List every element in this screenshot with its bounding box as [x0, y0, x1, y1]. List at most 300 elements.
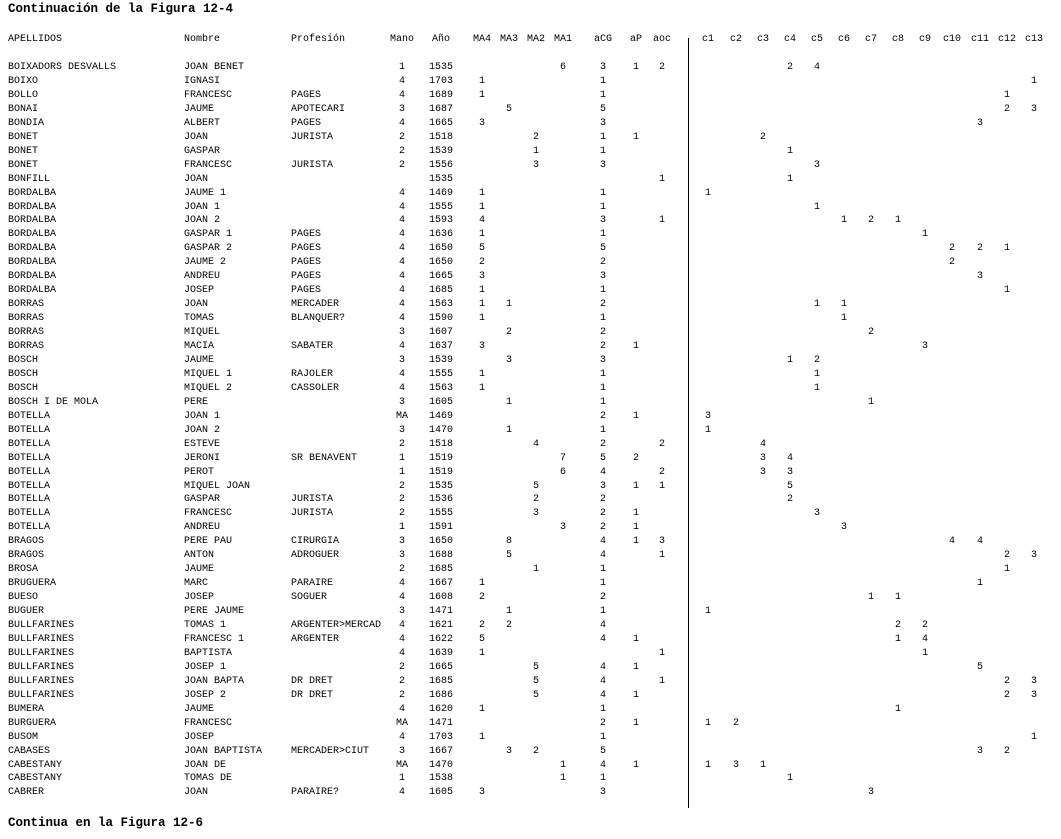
- cell-profesi-n: CASSOLER: [291, 382, 340, 394]
- header-ma2: MA2: [526, 34, 545, 45]
- cell-nombre: JAUME 1: [184, 187, 227, 199]
- cell-profesi-n: MERCADER: [291, 299, 340, 311]
- cell-acg: 1: [599, 187, 606, 199]
- cell-mano: 4: [398, 229, 405, 241]
- cell-nombre: JERONI: [184, 452, 221, 464]
- cell-a-o: 1593: [428, 215, 453, 227]
- cell-a-o: 1689: [428, 89, 453, 101]
- cell-profesi-n: PAGES: [291, 243, 322, 255]
- cell-mano: 4: [398, 257, 405, 269]
- cell-c6: 1: [840, 215, 847, 227]
- cell-c8: 1: [894, 633, 901, 645]
- cell-c4: 4: [786, 452, 793, 464]
- cell-ma4: 1: [478, 368, 485, 380]
- cell-ma4: 1: [478, 731, 485, 743]
- cell-a-o: 1607: [428, 327, 453, 339]
- cell-c1: 1: [704, 606, 711, 617]
- cell-ap: 1: [632, 522, 639, 534]
- cell-a-o: 1518: [428, 438, 453, 450]
- cell-mano: 1: [398, 466, 405, 478]
- cell-a-o: 1555: [428, 508, 453, 520]
- cell-mano: 3: [398, 354, 405, 366]
- cell-ma3: 2: [505, 327, 512, 339]
- cell-apellidos: BOSCH: [8, 382, 39, 394]
- cell-ma4: 1: [478, 229, 485, 241]
- cell-aoc: 1: [658, 173, 665, 185]
- cell-c7: 1: [867, 396, 874, 408]
- cell-a-o: 1469: [428, 187, 453, 199]
- cell-apellidos: BUSOM: [8, 731, 39, 743]
- cell-mano: 2: [398, 494, 405, 506]
- cell-ma2: 1: [532, 564, 539, 576]
- cell-apellidos: CABASES: [8, 745, 51, 757]
- cell-ma4: 3: [478, 271, 485, 283]
- cell-ma4: 1: [478, 187, 485, 199]
- cell-ma2: 1: [532, 145, 539, 157]
- cell-ma1: 3: [559, 522, 566, 534]
- cell-ma4: 1: [478, 89, 485, 101]
- cell-a-o: 1703: [428, 76, 453, 87]
- header-ma3: MA3: [499, 34, 518, 45]
- cell-mano: 2: [398, 159, 405, 171]
- cell-a-o: 1667: [428, 745, 453, 757]
- cell-acg: 2: [599, 341, 606, 352]
- cell-mano: 2: [398, 145, 405, 157]
- cell-ap: 1: [632, 759, 639, 771]
- cell-nombre: ESTEVE: [184, 438, 221, 450]
- cell-a-o: 1685: [428, 675, 453, 687]
- cell-mano: 4: [398, 76, 405, 87]
- cell-acg: 4: [599, 620, 606, 631]
- cell-acg: 1: [599, 382, 606, 394]
- cell-a-o: 1639: [428, 647, 453, 659]
- cell-apellidos: BORDALBA: [8, 201, 57, 213]
- cell-nombre: GASPAR: [184, 145, 221, 157]
- cell-c11: 3: [976, 117, 983, 129]
- cell-ma4: 1: [478, 313, 485, 325]
- cell-acg: 2: [599, 592, 606, 604]
- cell-acg: 1: [599, 145, 606, 157]
- cell-mano: MA: [395, 759, 408, 771]
- cell-ap: 1: [632, 717, 639, 729]
- cell-mano: MA: [395, 717, 408, 729]
- cell-mano: 2: [398, 689, 405, 701]
- header-c9: c9: [918, 34, 931, 45]
- cell-a-o: 1519: [428, 452, 453, 464]
- cell-nombre: JAUME 2: [184, 257, 227, 269]
- cell-nombre: JOAN: [184, 131, 209, 143]
- header-apellidos: APELLIDOS: [8, 34, 63, 45]
- cell-apellidos: BROSA: [8, 564, 39, 576]
- cell-a-o: 1622: [428, 633, 453, 645]
- cell-c9: 1: [921, 647, 928, 659]
- cell-a-o: 1686: [428, 689, 453, 701]
- cell-mano: 4: [398, 368, 405, 380]
- cell-mano: 4: [398, 787, 405, 799]
- cell-c11: 3: [976, 271, 983, 283]
- cell-a-o: 1535: [428, 480, 453, 492]
- cell-a-o: 1535: [428, 62, 453, 73]
- cell-apellidos: BULLFARINES: [8, 620, 75, 631]
- header-c8: c8: [891, 34, 904, 45]
- cell-acg: 4: [599, 550, 606, 562]
- cell-apellidos: BULLFARINES: [8, 689, 75, 701]
- cell-nombre: GASPAR 2: [184, 243, 233, 255]
- cell-mano: 2: [398, 131, 405, 143]
- cell-a-o: 1563: [428, 382, 453, 394]
- cell-nombre: TOMAS DE: [184, 773, 233, 785]
- cell-profesi-n: PARAIRE: [291, 578, 334, 590]
- header-c1: c1: [701, 34, 714, 45]
- cell-a-o: 1470: [428, 759, 453, 771]
- cell-c3: 2: [759, 131, 766, 143]
- cell-a-o: 1555: [428, 368, 453, 380]
- cell-a-o: 1637: [428, 341, 453, 352]
- cell-mano: 3: [398, 424, 405, 436]
- cell-ap: 1: [632, 480, 639, 492]
- cell-nombre: MIQUEL JOAN: [184, 480, 251, 492]
- cell-nombre: ANTON: [184, 550, 215, 562]
- cell-mano: 4: [398, 89, 405, 101]
- cell-profesi-n: APOTECARI: [291, 103, 346, 115]
- cell-c1: 1: [704, 759, 711, 771]
- cell-mano: 4: [398, 633, 405, 645]
- cell-acg: 3: [599, 62, 606, 73]
- cell-c2: 3: [732, 759, 739, 771]
- header-c3: c3: [756, 34, 769, 45]
- cell-ma2: 4: [532, 438, 539, 450]
- cell-c12: 2: [1003, 675, 1010, 687]
- cell-ma2: 5: [532, 675, 539, 687]
- cell-c12: 1: [1003, 564, 1010, 576]
- cell-c11: 5: [976, 661, 983, 673]
- cell-c4: 3: [786, 466, 793, 478]
- cell-ma3: 3: [505, 745, 512, 757]
- cell-acg: 1: [599, 76, 606, 87]
- cell-apellidos: BONFILL: [8, 173, 51, 185]
- cell-mano: 2: [398, 661, 405, 673]
- cell-aoc: 1: [658, 647, 665, 659]
- cell-c4: 1: [786, 173, 793, 185]
- cell-acg: 2: [599, 257, 606, 269]
- cell-c4: 5: [786, 480, 793, 492]
- header-profesi-n: Profesión: [291, 34, 346, 45]
- cell-c7: 2: [867, 215, 874, 227]
- cell-mano: 4: [398, 620, 405, 631]
- cell-ma4: 3: [478, 117, 485, 129]
- cell-acg: 5: [599, 745, 606, 757]
- cell-c4: 1: [786, 145, 793, 157]
- cell-ma3: 5: [505, 103, 512, 115]
- cell-acg: 1: [599, 285, 606, 297]
- cell-mano: 4: [398, 647, 405, 659]
- cell-nombre: MIQUEL 1: [184, 368, 233, 380]
- cell-acg: 1: [599, 89, 606, 101]
- header-c7: c7: [864, 34, 877, 45]
- cell-ma1: 1: [559, 759, 566, 771]
- cell-c6: 1: [840, 299, 847, 311]
- cell-a-o: 1650: [428, 257, 453, 269]
- cell-profesi-n: PAGES: [291, 89, 322, 101]
- cell-ma3: 1: [505, 606, 512, 617]
- cell-a-o: 1650: [428, 536, 453, 548]
- cell-c7: 3: [867, 787, 874, 799]
- cell-apellidos: BOIXADORS DESVALLS: [8, 62, 117, 73]
- cell-nombre: JAUME: [184, 103, 215, 115]
- header-a-o: Año: [431, 34, 450, 45]
- cell-nombre: JOAN BAPTA: [184, 675, 245, 687]
- cell-a-o: 1563: [428, 299, 453, 311]
- cell-c9: 1: [921, 229, 928, 241]
- cell-mano: 4: [398, 187, 405, 199]
- cell-mano: 3: [398, 103, 405, 115]
- cell-a-o: 1555: [428, 201, 453, 213]
- cell-ma4: 1: [478, 285, 485, 297]
- header-c12: c12: [997, 34, 1016, 45]
- cell-c4: 1: [786, 354, 793, 366]
- cell-apellidos: BORDALBA: [8, 215, 57, 227]
- cell-a-o: 1519: [428, 466, 453, 478]
- cell-profesi-n: MERCADER>CIUT: [291, 745, 370, 757]
- cell-acg: 4: [599, 759, 606, 771]
- cell-aoc: 2: [658, 466, 665, 478]
- cell-c2: 2: [732, 717, 739, 729]
- cell-apellidos: BOTELLA: [8, 494, 51, 506]
- cell-mano: 4: [398, 271, 405, 283]
- cell-nombre: JAUME: [184, 564, 215, 576]
- cell-a-o: 1518: [428, 131, 453, 143]
- cell-a-o: 1620: [428, 703, 453, 715]
- cell-apellidos: CABRER: [8, 787, 45, 799]
- cell-ma4: 1: [478, 578, 485, 590]
- cell-apellidos: BULLFARINES: [8, 675, 75, 687]
- cell-c1: 1: [704, 424, 711, 436]
- footer-note: Continua en la Figura 12-6: [8, 816, 204, 830]
- cell-c5: 3: [813, 159, 820, 171]
- cell-apellidos: BONAI: [8, 103, 39, 115]
- cell-aoc: 2: [658, 62, 665, 73]
- cell-apellidos: BOTELLA: [8, 480, 51, 492]
- header-mano: Mano: [389, 34, 414, 45]
- cell-mano: 4: [398, 703, 405, 715]
- cell-apellidos: BORDALBA: [8, 271, 57, 283]
- cell-mano: 4: [398, 341, 405, 352]
- cell-c3: 3: [759, 466, 766, 478]
- cell-c13: 3: [1030, 689, 1037, 701]
- cell-nombre: MIQUEL 2: [184, 382, 233, 394]
- cell-aoc: 2: [658, 438, 665, 450]
- cell-ma2: 2: [532, 745, 539, 757]
- cell-c12: 1: [1003, 285, 1010, 297]
- cell-a-o: 1469: [428, 410, 453, 422]
- cell-apellidos: BOTELLA: [8, 466, 51, 478]
- cell-c12: 2: [1003, 745, 1010, 757]
- cell-apellidos: BOTELLA: [8, 522, 51, 534]
- cell-acg: 5: [599, 103, 606, 115]
- cell-acg: 1: [599, 564, 606, 576]
- cell-apellidos: BONET: [8, 131, 39, 143]
- cell-mano: 3: [398, 536, 405, 548]
- cell-profesi-n: JURISTA: [291, 508, 334, 520]
- cell-mano: 4: [398, 592, 405, 604]
- cell-a-o: 1538: [428, 773, 453, 785]
- cell-c11: 3: [976, 745, 983, 757]
- cell-c4: 2: [786, 62, 793, 73]
- cell-a-o: 1685: [428, 564, 453, 576]
- cell-apellidos: BORRAS: [8, 299, 45, 311]
- cell-nombre: GASPAR: [184, 494, 221, 506]
- header-c2: c2: [729, 34, 742, 45]
- cell-a-o: 1470: [428, 424, 453, 436]
- cell-mano: 4: [398, 243, 405, 255]
- cell-apellidos: BUESO: [8, 592, 39, 604]
- cell-mano: 4: [398, 382, 405, 394]
- cell-a-o: 1536: [428, 494, 453, 506]
- cell-acg: 1: [599, 229, 606, 241]
- cell-apellidos: BORDALBA: [8, 243, 57, 255]
- cell-profesi-n: ARGENTER>MERCAD: [291, 620, 382, 631]
- cell-c6: 1: [840, 313, 847, 325]
- cell-nombre: JOAN 1: [184, 201, 221, 213]
- cell-acg: 5: [599, 452, 606, 464]
- cell-mano: 2: [398, 675, 405, 687]
- cell-ma4: 5: [478, 633, 485, 645]
- cell-profesi-n: DR DRET: [291, 689, 334, 701]
- cell-ma3: 1: [505, 396, 512, 408]
- cell-profesi-n: RAJOLER: [291, 368, 334, 380]
- cell-a-o: 1650: [428, 243, 453, 255]
- cell-apellidos: BORDALBA: [8, 229, 57, 241]
- cell-a-o: 1535: [428, 173, 453, 185]
- cell-c7: 2: [867, 327, 874, 339]
- cell-c5: 2: [813, 354, 820, 366]
- header-c10: c10: [942, 34, 961, 45]
- cell-nombre: GASPAR 1: [184, 229, 233, 241]
- cell-c12: 2: [1003, 689, 1010, 701]
- cell-acg: 3: [599, 480, 606, 492]
- cell-profesi-n: JURISTA: [291, 494, 334, 506]
- cell-acg: 4: [599, 466, 606, 478]
- cell-ma3: 8: [505, 536, 512, 548]
- cell-c11: 4: [976, 536, 983, 548]
- cell-apellidos: BRAGOS: [8, 536, 45, 548]
- cell-ma1: 6: [559, 466, 566, 478]
- cell-mano: 4: [398, 299, 405, 311]
- cell-c12: 2: [1003, 550, 1010, 562]
- cell-nombre: JOSEP: [184, 285, 215, 297]
- cell-a-o: 1471: [428, 717, 453, 729]
- cell-profesi-n: SR BENAVENT: [291, 452, 358, 464]
- cell-acg: 1: [599, 578, 606, 590]
- cell-ma2: 3: [532, 508, 539, 520]
- cell-nombre: PERE PAU: [184, 536, 233, 548]
- cell-nombre: MIQUEL: [184, 327, 221, 339]
- cell-ma4: 3: [478, 787, 485, 799]
- cell-acg: 1: [599, 201, 606, 213]
- cell-profesi-n: ADROGUER: [291, 550, 340, 562]
- cell-ma4: 4: [478, 215, 485, 227]
- cell-c10: 2: [948, 243, 955, 255]
- cell-apellidos: BONET: [8, 145, 39, 157]
- cell-apellidos: BOTELLA: [8, 410, 51, 422]
- cell-apellidos: BUMERA: [8, 703, 45, 715]
- cell-mano: 3: [398, 550, 405, 562]
- cell-nombre: JOSEP: [184, 592, 215, 604]
- cell-ma1: 6: [559, 62, 566, 73]
- cell-mano: 3: [398, 606, 405, 617]
- cell-acg: 2: [599, 438, 606, 450]
- header-c5: c5: [810, 34, 823, 45]
- cell-a-o: 1665: [428, 661, 453, 673]
- cell-mano: 4: [398, 313, 405, 325]
- cell-nombre: IGNASI: [184, 76, 221, 87]
- cell-nombre: BAPTISTA: [184, 647, 233, 659]
- cell-ap: 1: [632, 536, 639, 548]
- cell-mano: 1: [398, 773, 405, 785]
- cell-ap: 1: [632, 661, 639, 673]
- cell-acg: 2: [599, 494, 606, 506]
- cell-c12: 1: [1003, 243, 1010, 255]
- cell-profesi-n: PAGES: [291, 117, 322, 129]
- cell-acg: 2: [599, 410, 606, 422]
- cell-ap: 1: [632, 508, 639, 520]
- cell-nombre: ANDREU: [184, 522, 221, 534]
- cell-ap: 1: [632, 62, 639, 73]
- cell-c5: 1: [813, 368, 820, 380]
- cell-c13: 3: [1030, 675, 1037, 687]
- cell-c8: 1: [894, 215, 901, 227]
- cell-ma4: 5: [478, 243, 485, 255]
- cell-ma4: 1: [478, 647, 485, 659]
- cell-nombre: MACIA: [184, 341, 215, 352]
- cell-aoc: 3: [658, 536, 665, 548]
- cell-apellidos: BOSCH: [8, 368, 39, 380]
- cell-acg: 4: [599, 536, 606, 548]
- cell-apellidos: BOTELLA: [8, 452, 51, 464]
- cell-c1: 3: [704, 410, 711, 422]
- cell-mano: 4: [398, 201, 405, 213]
- cell-profesi-n: PAGES: [291, 229, 322, 241]
- cell-c8: 1: [894, 703, 901, 715]
- cell-c4: 2: [786, 494, 793, 506]
- cell-acg: 4: [599, 689, 606, 701]
- cell-apellidos: BULLFARINES: [8, 647, 75, 659]
- cell-nombre: JAUME: [184, 703, 215, 715]
- cell-profesi-n: CIRURGIA: [291, 536, 340, 548]
- cell-apellidos: BORRAS: [8, 313, 45, 325]
- cell-c12: 1: [1003, 89, 1010, 101]
- page-title: Continuación de la Figura 12-4: [8, 2, 234, 16]
- cell-c3: 3: [759, 452, 766, 464]
- cell-acg: 1: [599, 606, 606, 617]
- cell-acg: 2: [599, 299, 606, 311]
- cell-mano: 3: [398, 327, 405, 339]
- cell-a-o: 1605: [428, 396, 453, 408]
- cell-nombre: JOAN: [184, 299, 209, 311]
- cell-a-o: 1608: [428, 592, 453, 604]
- cell-mano: 4: [398, 731, 405, 743]
- cell-nombre: JOAN DE: [184, 759, 227, 771]
- cell-c10: 4: [948, 536, 955, 548]
- cell-ma2: 3: [532, 159, 539, 171]
- cell-acg: 2: [599, 717, 606, 729]
- cell-nombre: ANDREU: [184, 271, 221, 283]
- cell-c1: 1: [704, 187, 711, 199]
- cell-profesi-n: PAGES: [291, 271, 322, 283]
- cell-nombre: JAUME: [184, 354, 215, 366]
- cell-mano: 4: [398, 285, 405, 297]
- cell-c3: 4: [759, 438, 766, 450]
